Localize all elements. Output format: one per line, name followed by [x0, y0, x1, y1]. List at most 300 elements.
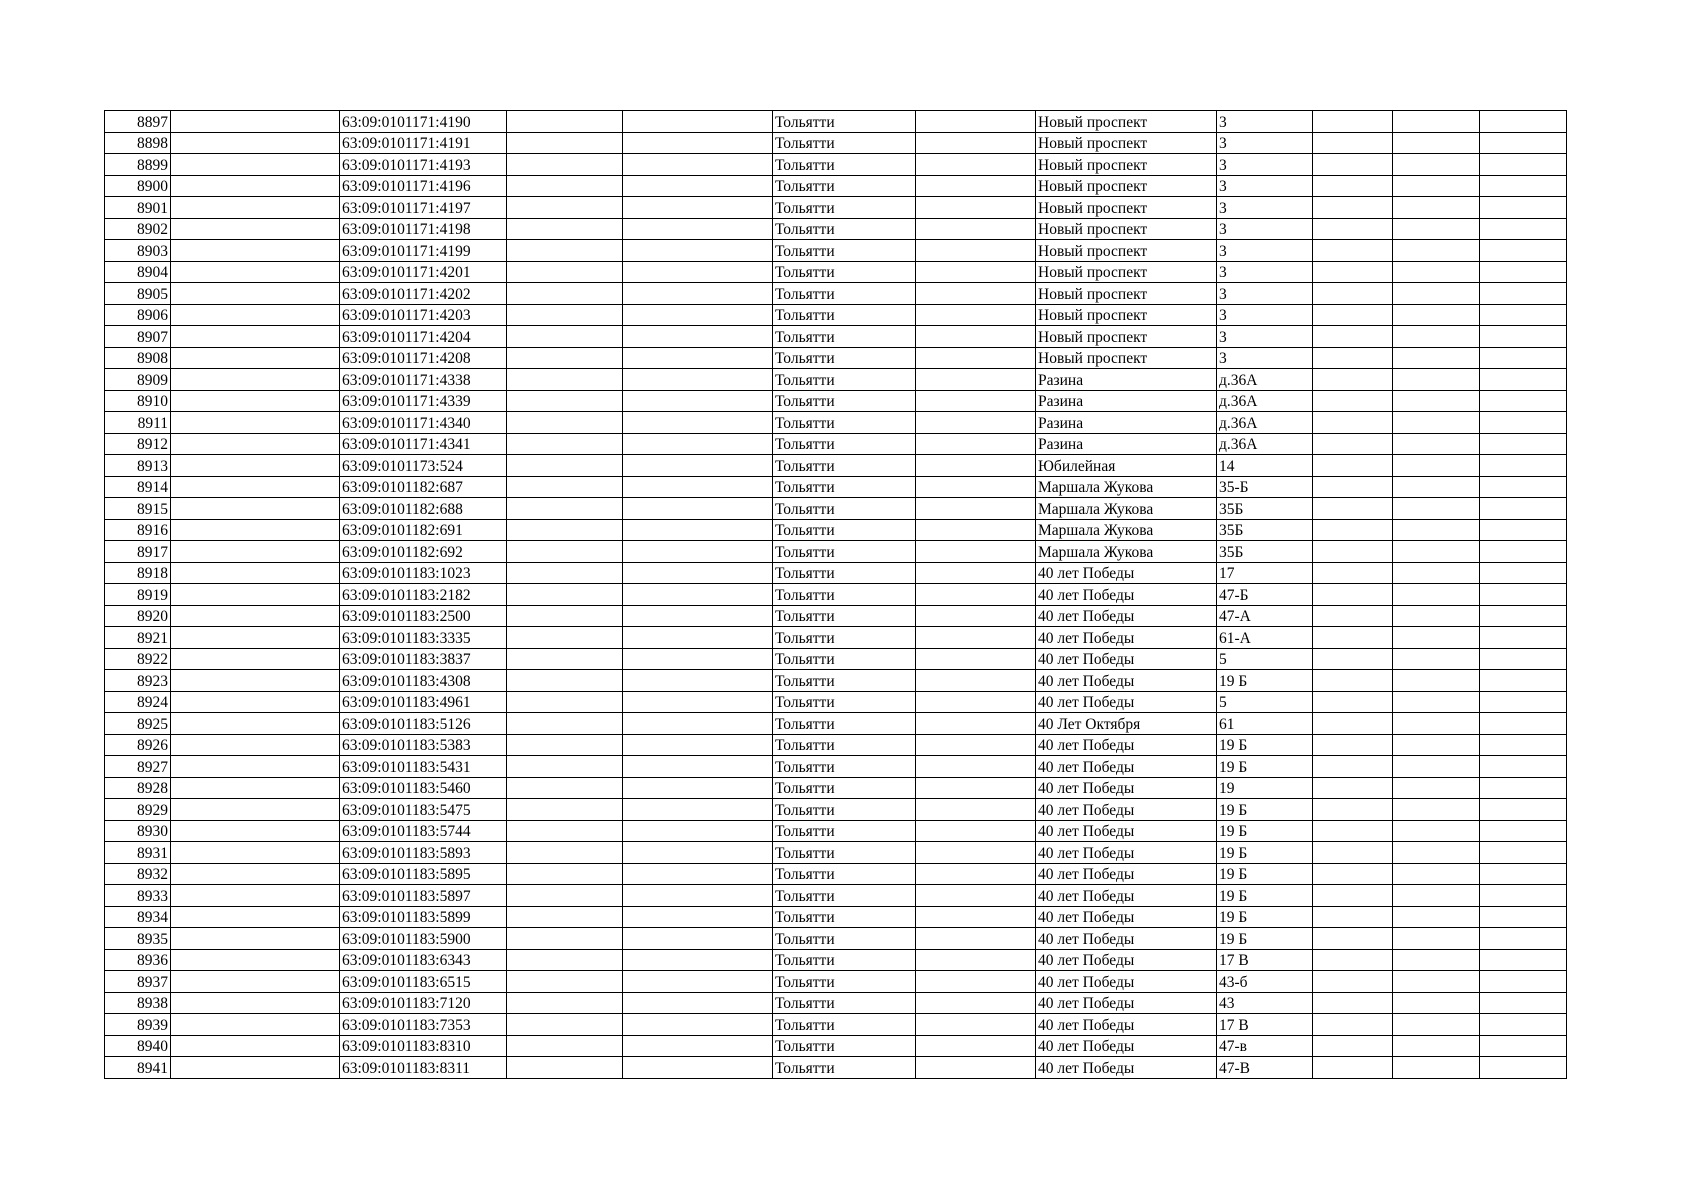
empty-cell	[1313, 390, 1393, 412]
empty-cell	[171, 1057, 340, 1079]
table-row	[105, 842, 1567, 864]
street-cell: 40 лет Победы	[1036, 820, 1217, 842]
house-cell: 19 Б	[1217, 863, 1313, 885]
empty-cell	[1393, 218, 1480, 240]
empty-cell	[171, 863, 340, 885]
table-row	[105, 1035, 1567, 1057]
empty-cell	[1393, 175, 1480, 197]
empty-cell	[916, 562, 1036, 584]
row-number-cell: 8938	[105, 992, 171, 1014]
cadastral-number-cell: 63:09:0101183:5895	[340, 863, 507, 885]
empty-cell	[623, 283, 773, 305]
empty-cell	[507, 691, 623, 713]
table-row	[105, 326, 1567, 348]
empty-cell	[1393, 240, 1480, 262]
empty-cell	[1393, 885, 1480, 907]
table-row	[105, 347, 1567, 369]
street-cell: 40 лет Победы	[1036, 756, 1217, 778]
empty-cell	[623, 756, 773, 778]
empty-cell	[1313, 132, 1393, 154]
empty-cell	[507, 519, 623, 541]
empty-cell	[623, 906, 773, 928]
cadastral-number-cell: 63:09:0101183:6515	[340, 971, 507, 993]
empty-cell	[171, 713, 340, 735]
table-row	[105, 713, 1567, 735]
empty-cell	[1393, 691, 1480, 713]
empty-cell	[623, 777, 773, 799]
empty-cell	[171, 691, 340, 713]
cadastral-number-cell: 63:09:0101183:5899	[340, 906, 507, 928]
row-number-cell: 8928	[105, 777, 171, 799]
empty-cell	[1313, 627, 1393, 649]
empty-cell	[623, 691, 773, 713]
row-number-cell: 8916	[105, 519, 171, 541]
cadastral-number-cell: 63:09:0101183:4308	[340, 670, 507, 692]
empty-cell	[1480, 1057, 1567, 1079]
empty-cell	[916, 928, 1036, 950]
house-cell: 5	[1217, 648, 1313, 670]
empty-cell	[171, 218, 340, 240]
empty-cell	[171, 777, 340, 799]
table-row	[105, 175, 1567, 197]
empty-cell	[171, 261, 340, 283]
empty-cell	[507, 992, 623, 1014]
city-cell: Тольятти	[773, 820, 916, 842]
empty-cell	[1480, 713, 1567, 735]
empty-cell	[916, 240, 1036, 262]
empty-cell	[916, 197, 1036, 219]
empty-cell	[623, 455, 773, 477]
empty-cell	[1393, 648, 1480, 670]
empty-cell	[1480, 971, 1567, 993]
empty-cell	[916, 218, 1036, 240]
empty-cell	[1313, 584, 1393, 606]
cadastral-number-cell: 63:09:0101183:5900	[340, 928, 507, 950]
street-cell: Разина	[1036, 390, 1217, 412]
empty-cell	[171, 519, 340, 541]
cadastral-number-cell: 63:09:0101183:8310	[340, 1035, 507, 1057]
empty-cell	[171, 455, 340, 477]
empty-cell	[507, 390, 623, 412]
table-row	[105, 756, 1567, 778]
table-row	[105, 261, 1567, 283]
empty-cell	[1393, 777, 1480, 799]
street-cell: 40 Лет Октября	[1036, 713, 1217, 735]
empty-cell	[507, 261, 623, 283]
cadastral-number-cell: 63:09:0101171:4203	[340, 304, 507, 326]
property-table	[104, 110, 1567, 1079]
empty-cell	[1313, 777, 1393, 799]
street-cell: Разина	[1036, 412, 1217, 434]
house-cell: 3	[1217, 326, 1313, 348]
row-number-cell: 8902	[105, 218, 171, 240]
city-cell: Тольятти	[773, 562, 916, 584]
cadastral-number-cell: 63:09:0101171:4208	[340, 347, 507, 369]
empty-cell	[916, 433, 1036, 455]
house-cell: 43	[1217, 992, 1313, 1014]
row-number-cell: 8910	[105, 390, 171, 412]
table-row	[105, 218, 1567, 240]
row-number-cell: 8933	[105, 885, 171, 907]
row-number-cell: 8937	[105, 971, 171, 993]
empty-cell	[623, 326, 773, 348]
empty-cell	[1393, 949, 1480, 971]
empty-cell	[1480, 304, 1567, 326]
empty-cell	[171, 648, 340, 670]
empty-cell	[1480, 584, 1567, 606]
empty-cell	[507, 584, 623, 606]
empty-cell	[1480, 519, 1567, 541]
empty-cell	[507, 326, 623, 348]
empty-cell	[507, 1014, 623, 1036]
city-cell: Тольятти	[773, 390, 916, 412]
empty-cell	[1313, 433, 1393, 455]
empty-cell	[1480, 734, 1567, 756]
cadastral-number-cell: 63:09:0101183:5431	[340, 756, 507, 778]
empty-cell	[916, 519, 1036, 541]
empty-cell	[507, 154, 623, 176]
empty-cell	[1480, 1014, 1567, 1036]
empty-cell	[171, 197, 340, 219]
empty-cell	[171, 799, 340, 821]
table-row	[105, 197, 1567, 219]
empty-cell	[171, 175, 340, 197]
empty-cell	[623, 670, 773, 692]
empty-cell	[1480, 240, 1567, 262]
empty-cell	[916, 132, 1036, 154]
cadastral-number-cell: 63:09:0101171:4193	[340, 154, 507, 176]
empty-cell	[171, 541, 340, 563]
house-cell: 19 Б	[1217, 885, 1313, 907]
empty-cell	[171, 906, 340, 928]
empty-cell	[507, 132, 623, 154]
empty-cell	[1313, 304, 1393, 326]
street-cell: Юбилейная	[1036, 455, 1217, 477]
empty-cell	[1393, 541, 1480, 563]
street-cell: 40 лет Победы	[1036, 627, 1217, 649]
house-cell: 3	[1217, 111, 1313, 133]
table-row	[105, 605, 1567, 627]
house-cell: 19 Б	[1217, 799, 1313, 821]
empty-cell	[1393, 390, 1480, 412]
empty-cell	[623, 412, 773, 434]
empty-cell	[1480, 218, 1567, 240]
table-row	[105, 734, 1567, 756]
empty-cell	[171, 949, 340, 971]
city-cell: Тольятти	[773, 949, 916, 971]
empty-cell	[1313, 756, 1393, 778]
empty-cell	[1480, 949, 1567, 971]
city-cell: Тольятти	[773, 240, 916, 262]
empty-cell	[1393, 906, 1480, 928]
cadastral-number-cell: 63:09:0101182:687	[340, 476, 507, 498]
house-cell: 3	[1217, 240, 1313, 262]
empty-cell	[507, 218, 623, 240]
table-row	[105, 455, 1567, 477]
empty-cell	[623, 842, 773, 864]
house-cell: 3	[1217, 175, 1313, 197]
row-number-cell: 8921	[105, 627, 171, 649]
row-number-cell: 8907	[105, 326, 171, 348]
house-cell: 43-б	[1217, 971, 1313, 993]
empty-cell	[171, 240, 340, 262]
empty-cell	[916, 863, 1036, 885]
empty-cell	[1393, 261, 1480, 283]
row-number-cell: 8909	[105, 369, 171, 391]
house-cell: 3	[1217, 132, 1313, 154]
empty-cell	[1480, 756, 1567, 778]
city-cell: Тольятти	[773, 799, 916, 821]
city-cell: Тольятти	[773, 218, 916, 240]
street-cell: Новый проспект	[1036, 326, 1217, 348]
table-body	[105, 111, 1567, 1079]
house-cell: 17 В	[1217, 1014, 1313, 1036]
street-cell: Новый проспект	[1036, 111, 1217, 133]
empty-cell	[171, 433, 340, 455]
city-cell: Тольятти	[773, 906, 916, 928]
row-number-cell: 8906	[105, 304, 171, 326]
empty-cell	[916, 455, 1036, 477]
house-cell: 19 Б	[1217, 756, 1313, 778]
row-number-cell: 8914	[105, 476, 171, 498]
empty-cell	[623, 111, 773, 133]
row-number-cell: 8903	[105, 240, 171, 262]
city-cell: Тольятти	[773, 412, 916, 434]
empty-cell	[623, 648, 773, 670]
cadastral-number-cell: 63:09:0101182:691	[340, 519, 507, 541]
house-cell: 5	[1217, 691, 1313, 713]
empty-cell	[171, 756, 340, 778]
street-cell: 40 лет Победы	[1036, 1035, 1217, 1057]
street-cell: 40 лет Победы	[1036, 842, 1217, 864]
empty-cell	[916, 691, 1036, 713]
empty-cell	[1480, 820, 1567, 842]
city-cell: Тольятти	[773, 1014, 916, 1036]
empty-cell	[1393, 412, 1480, 434]
city-cell: Тольятти	[773, 605, 916, 627]
table-row	[105, 304, 1567, 326]
street-cell: 40 лет Победы	[1036, 1014, 1217, 1036]
cadastral-number-cell: 63:09:0101183:5897	[340, 885, 507, 907]
empty-cell	[1393, 713, 1480, 735]
empty-cell	[623, 433, 773, 455]
empty-cell	[916, 777, 1036, 799]
empty-cell	[507, 1057, 623, 1079]
row-number-cell: 8924	[105, 691, 171, 713]
street-cell: Новый проспект	[1036, 197, 1217, 219]
table-row	[105, 928, 1567, 950]
empty-cell	[916, 154, 1036, 176]
empty-cell	[916, 842, 1036, 864]
cadastral-number-cell: 63:09:0101183:2182	[340, 584, 507, 606]
empty-cell	[623, 799, 773, 821]
empty-cell	[1313, 670, 1393, 692]
empty-cell	[507, 906, 623, 928]
street-cell: 40 лет Победы	[1036, 691, 1217, 713]
house-cell: д.36А	[1217, 412, 1313, 434]
table-row	[105, 154, 1567, 176]
empty-cell	[507, 799, 623, 821]
house-cell: 17	[1217, 562, 1313, 584]
empty-cell	[507, 1035, 623, 1057]
empty-cell	[171, 304, 340, 326]
empty-cell	[1393, 842, 1480, 864]
empty-cell	[1393, 455, 1480, 477]
empty-cell	[1313, 519, 1393, 541]
empty-cell	[171, 132, 340, 154]
empty-cell	[1313, 562, 1393, 584]
street-cell: Новый проспект	[1036, 218, 1217, 240]
empty-cell	[623, 863, 773, 885]
city-cell: Тольятти	[773, 648, 916, 670]
street-cell: 40 лет Победы	[1036, 885, 1217, 907]
empty-cell	[1393, 1035, 1480, 1057]
street-cell: Маршала Жукова	[1036, 519, 1217, 541]
empty-cell	[1480, 347, 1567, 369]
empty-cell	[1313, 218, 1393, 240]
cadastral-number-cell: 63:09:0101183:3335	[340, 627, 507, 649]
city-cell: Тольятти	[773, 670, 916, 692]
house-cell: 19 Б	[1217, 820, 1313, 842]
row-number-cell: 8941	[105, 1057, 171, 1079]
city-cell: Тольятти	[773, 627, 916, 649]
house-cell: 47-Б	[1217, 584, 1313, 606]
cadastral-number-cell: 63:09:0101171:4199	[340, 240, 507, 262]
empty-cell	[623, 154, 773, 176]
city-cell: Тольятти	[773, 433, 916, 455]
house-cell: 35Б	[1217, 498, 1313, 520]
table-row	[105, 562, 1567, 584]
cadastral-number-cell: 63:09:0101183:4961	[340, 691, 507, 713]
empty-cell	[623, 476, 773, 498]
house-cell: 19 Б	[1217, 670, 1313, 692]
empty-cell	[507, 971, 623, 993]
empty-cell	[916, 369, 1036, 391]
street-cell: Маршала Жукова	[1036, 498, 1217, 520]
empty-cell	[623, 734, 773, 756]
street-cell: 40 лет Победы	[1036, 799, 1217, 821]
empty-cell	[623, 369, 773, 391]
cadastral-number-cell: 63:09:0101183:6343	[340, 949, 507, 971]
empty-cell	[507, 476, 623, 498]
empty-cell	[1313, 799, 1393, 821]
empty-cell	[623, 605, 773, 627]
house-cell: 19 Б	[1217, 906, 1313, 928]
cadastral-number-cell: 63:09:0101183:7120	[340, 992, 507, 1014]
street-cell: Новый проспект	[1036, 347, 1217, 369]
row-number-cell: 8923	[105, 670, 171, 692]
empty-cell	[507, 863, 623, 885]
empty-cell	[916, 734, 1036, 756]
empty-cell	[1480, 412, 1567, 434]
table-row	[105, 885, 1567, 907]
street-cell: 40 лет Победы	[1036, 863, 1217, 885]
empty-cell	[1313, 412, 1393, 434]
empty-cell	[623, 175, 773, 197]
empty-cell	[507, 498, 623, 520]
house-cell: д.36А	[1217, 433, 1313, 455]
empty-cell	[916, 949, 1036, 971]
cadastral-number-cell: 63:09:0101171:4191	[340, 132, 507, 154]
empty-cell	[507, 562, 623, 584]
table-row	[105, 949, 1567, 971]
city-cell: Тольятти	[773, 476, 916, 498]
empty-cell	[916, 906, 1036, 928]
cadastral-number-cell: 63:09:0101171:4339	[340, 390, 507, 412]
empty-cell	[1313, 971, 1393, 993]
empty-cell	[171, 928, 340, 950]
empty-cell	[507, 756, 623, 778]
table-row	[105, 670, 1567, 692]
house-cell: 47-в	[1217, 1035, 1313, 1057]
house-cell: 35-Б	[1217, 476, 1313, 498]
empty-cell	[1393, 498, 1480, 520]
empty-cell	[171, 390, 340, 412]
street-cell: Новый проспект	[1036, 304, 1217, 326]
empty-cell	[171, 670, 340, 692]
street-cell: Новый проспект	[1036, 154, 1217, 176]
house-cell: 47-В	[1217, 1057, 1313, 1079]
empty-cell	[1393, 283, 1480, 305]
house-cell: 19 Б	[1217, 734, 1313, 756]
empty-cell	[1313, 1014, 1393, 1036]
empty-cell	[1313, 197, 1393, 219]
cadastral-number-cell: 63:09:0101171:4340	[340, 412, 507, 434]
empty-cell	[623, 992, 773, 1014]
row-number-cell: 8940	[105, 1035, 171, 1057]
house-cell: 3	[1217, 283, 1313, 305]
empty-cell	[1393, 992, 1480, 1014]
empty-cell	[916, 498, 1036, 520]
empty-cell	[1480, 799, 1567, 821]
street-cell: 40 лет Победы	[1036, 584, 1217, 606]
street-cell: Новый проспект	[1036, 283, 1217, 305]
empty-cell	[623, 1035, 773, 1057]
row-number-cell: 8925	[105, 713, 171, 735]
empty-cell	[1393, 670, 1480, 692]
cadastral-number-cell: 63:09:0101171:4196	[340, 175, 507, 197]
row-number-cell: 8936	[105, 949, 171, 971]
house-cell: 19	[1217, 777, 1313, 799]
empty-cell	[1313, 1057, 1393, 1079]
empty-cell	[1313, 111, 1393, 133]
empty-cell	[507, 347, 623, 369]
empty-cell	[1313, 541, 1393, 563]
empty-cell	[916, 412, 1036, 434]
empty-cell	[171, 476, 340, 498]
city-cell: Тольятти	[773, 304, 916, 326]
row-number-cell: 8908	[105, 347, 171, 369]
table-row	[105, 433, 1567, 455]
empty-cell	[623, 498, 773, 520]
empty-cell	[507, 928, 623, 950]
row-number-cell: 8912	[105, 433, 171, 455]
street-cell: 40 лет Победы	[1036, 605, 1217, 627]
empty-cell	[1480, 132, 1567, 154]
house-cell: 3	[1217, 197, 1313, 219]
empty-cell	[507, 304, 623, 326]
empty-cell	[916, 326, 1036, 348]
empty-cell	[507, 713, 623, 735]
empty-cell	[1480, 154, 1567, 176]
empty-cell	[171, 562, 340, 584]
empty-cell	[1393, 971, 1480, 993]
row-number-cell: 8929	[105, 799, 171, 821]
house-cell: д.36А	[1217, 390, 1313, 412]
table-row	[105, 390, 1567, 412]
table-row	[105, 863, 1567, 885]
empty-cell	[1480, 498, 1567, 520]
